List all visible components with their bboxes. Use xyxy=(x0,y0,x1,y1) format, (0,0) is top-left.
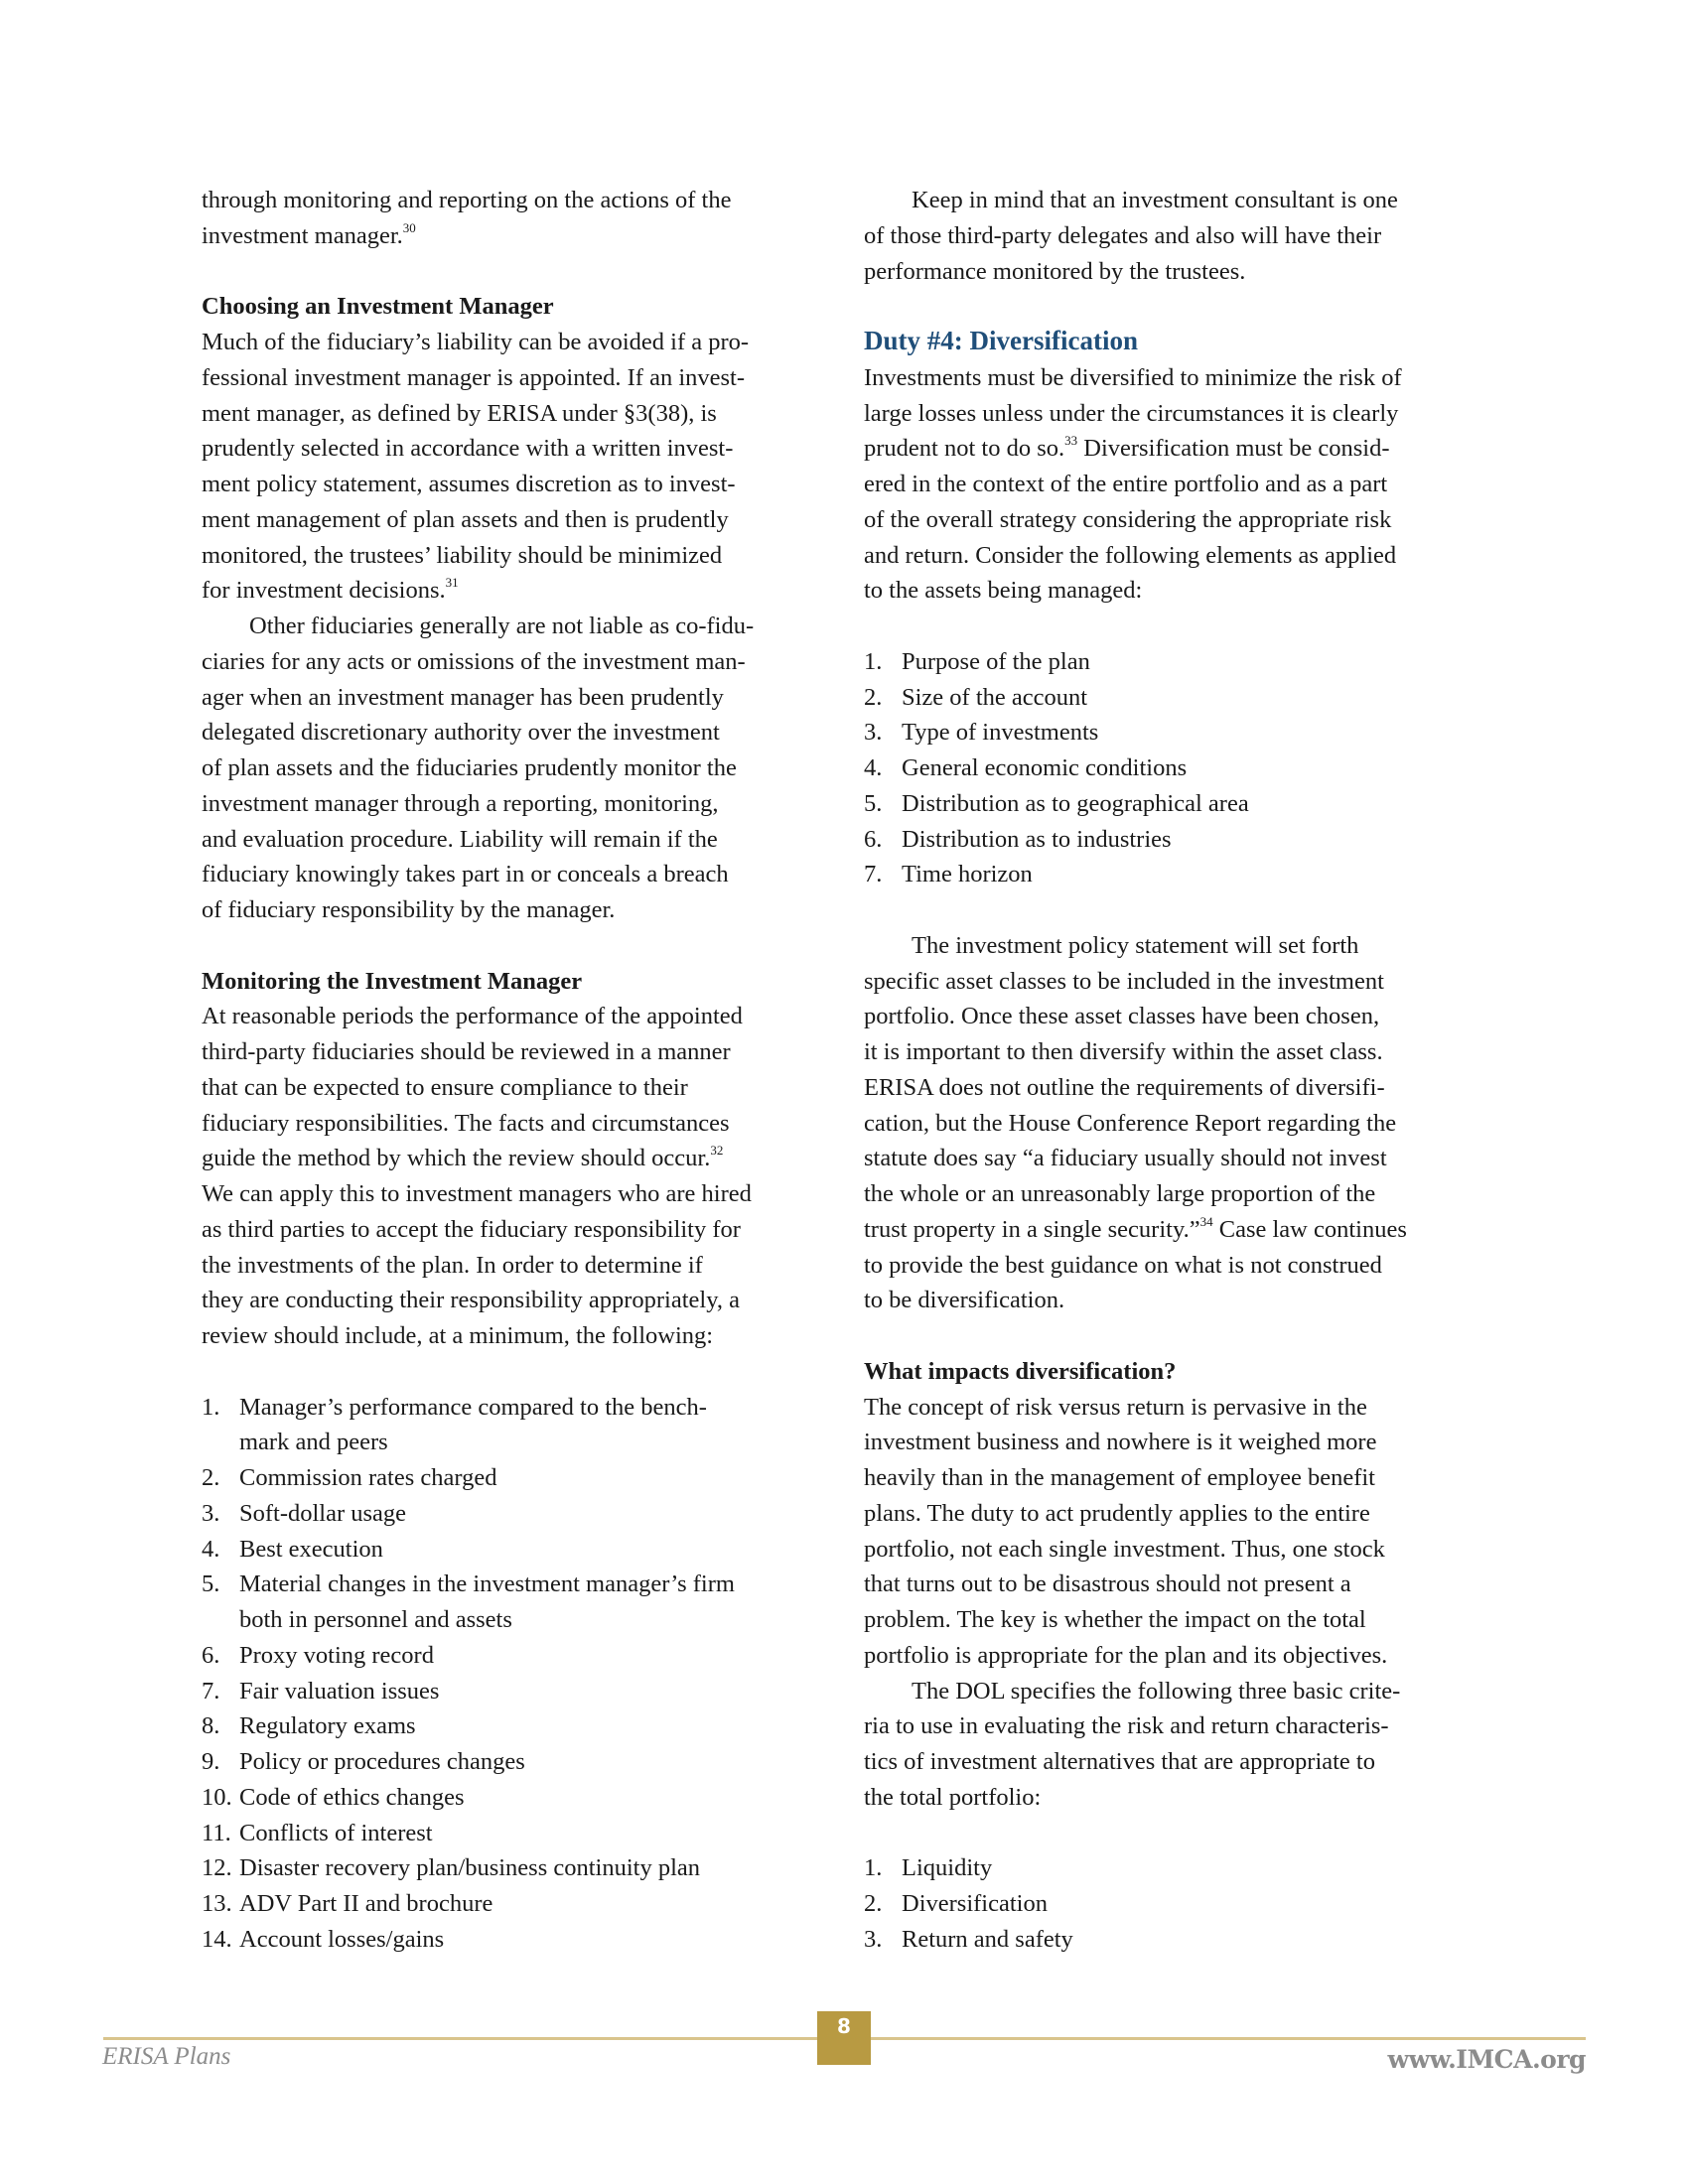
list-item-number: 4. xyxy=(864,754,883,781)
list-item-text: Proxy voting record xyxy=(239,1641,434,1669)
line-text: cation, but the House Conference Report regarding the xyxy=(864,1109,1397,1137)
line-text: ment management of plan assets and then is prudently xyxy=(202,505,729,533)
body-text-line xyxy=(864,1283,1064,1318)
list-item xyxy=(864,786,1249,822)
list-item xyxy=(864,715,1098,751)
line-text: statute does say “a fiduciary usually should not invest xyxy=(864,1145,1387,1172)
line-text: the investments of the plan. In order to determine if xyxy=(202,1251,703,1279)
body-text-line xyxy=(864,1567,1351,1602)
body-text-line xyxy=(864,218,1381,254)
section-heading xyxy=(202,289,554,325)
body-text-line xyxy=(864,1638,1387,1674)
duty-heading xyxy=(864,323,1138,358)
list-item xyxy=(202,1708,416,1744)
list-item-text: ADV Part II and brochure xyxy=(239,1890,493,1917)
body-text-line xyxy=(202,431,733,467)
body-text-line xyxy=(202,360,745,396)
line-text: The concept of risk versus return is pervasive in the xyxy=(864,1393,1367,1421)
list-item xyxy=(864,680,1087,716)
line-text: tics of investment alternatives that are appropriate to xyxy=(864,1748,1375,1775)
line-text: Monitoring the Investment Manager xyxy=(202,967,583,995)
line-text: through monitoring and reporting on the actions of the xyxy=(202,187,732,213)
list-item-number: 4. xyxy=(202,1535,220,1563)
line-text: as third parties to accept the fiduciary responsibility for xyxy=(202,1215,741,1243)
body-text-line xyxy=(864,1390,1367,1426)
list-item-text: Return and safety xyxy=(902,1925,1073,1953)
line-text: guide the method by which the review should occur. xyxy=(202,1145,711,1172)
body-text-line xyxy=(202,822,718,858)
section-heading xyxy=(202,964,582,1000)
body-text-line xyxy=(864,254,1245,290)
body-text-line xyxy=(864,1034,1383,1070)
line-text: prudently selected in accordance with a written invest- xyxy=(202,435,734,463)
line-text: problem. The key is whether the impact on the total xyxy=(864,1606,1366,1633)
body-text-line xyxy=(864,1106,1396,1142)
list-item-text: Disaster recovery plan/business continuity plan xyxy=(239,1854,701,1882)
body-text-line xyxy=(864,183,1398,218)
list-item-text: Account losses/gains xyxy=(239,1925,445,1953)
line-text: that turns out to be disastrous should not present a xyxy=(864,1570,1351,1598)
list-item-number: 6. xyxy=(864,825,883,853)
list-item-text: Type of investments xyxy=(902,719,1099,747)
list-item-number: 3. xyxy=(202,1499,220,1527)
list-item xyxy=(864,857,1033,892)
list-item xyxy=(864,1850,992,1886)
footnote-reference: 34 xyxy=(1199,1213,1213,1229)
line-text: ERISA does not outline the requirements of diversifi- xyxy=(864,1073,1385,1101)
line-text: portfolio, not each single investment. Thus, one stock xyxy=(864,1535,1385,1563)
list-item-number: 8. xyxy=(202,1712,220,1740)
list-item xyxy=(202,1567,735,1602)
body-text-line xyxy=(202,857,729,892)
line-text: that can be expected to ensure compliance to their xyxy=(202,1073,688,1101)
body-text-line xyxy=(864,1780,1041,1816)
line-text: portfolio is appropriate for the plan and its objectives. xyxy=(864,1641,1388,1669)
body-text-line xyxy=(202,218,416,254)
line-text: and return. Consider the following elements as applied xyxy=(864,541,1397,569)
body-text-line xyxy=(864,467,1387,502)
list-item xyxy=(202,1390,707,1426)
body-text-line xyxy=(202,609,754,644)
body-text-line xyxy=(864,1141,1387,1176)
line-text: ment policy statement, assumes discretion as to invest- xyxy=(202,471,736,497)
list-item-number: 7. xyxy=(864,861,883,888)
list-item xyxy=(202,1602,512,1638)
line-text: investment manager through a reporting, monitoring, xyxy=(202,789,719,817)
line-text: Much of the fiduciary’s liability can be avoided if a pro- xyxy=(202,329,750,355)
line-text-continued: Diversification must be consid- xyxy=(1077,435,1390,463)
list-item-text: Best execution xyxy=(239,1535,383,1563)
line-text: Choosing an Investment Manager xyxy=(202,293,554,321)
body-text-line xyxy=(864,396,1398,432)
list-item-number: 1. xyxy=(864,647,883,675)
line-text: What impacts diversification? xyxy=(864,1357,1177,1385)
footer-publication-title: ERISA Plans xyxy=(102,2043,231,2070)
body-text-line xyxy=(202,1283,740,1318)
body-text-line xyxy=(202,538,722,574)
list-item-number: 10. xyxy=(202,1783,232,1811)
list-item-number: 7. xyxy=(202,1677,220,1705)
line-text: heavily than in the management of employee benefit xyxy=(864,1464,1375,1491)
footnote-reference: 31 xyxy=(445,575,459,591)
body-text-line xyxy=(864,431,1389,467)
line-text: of the overall strategy considering the appropriate risk xyxy=(864,505,1392,533)
list-item-number: 1. xyxy=(202,1393,220,1421)
line-text: review should include, at a minimum, the following: xyxy=(202,1322,714,1349)
line-text: Keep in mind that an investment consultant is one xyxy=(912,187,1398,213)
list-item xyxy=(202,1886,492,1922)
list-item-number: 11. xyxy=(202,1819,231,1846)
body-text-line xyxy=(202,644,746,680)
footnote-reference: 33 xyxy=(1064,433,1078,449)
body-text-line xyxy=(864,1070,1385,1106)
line-text-continued: Case law continues xyxy=(1212,1215,1407,1243)
list-item-text: Distribution as to industries xyxy=(902,825,1172,853)
list-item xyxy=(202,1532,383,1568)
line-text: performance monitored by the trustees. xyxy=(864,257,1246,285)
list-item-text: Commission rates charged xyxy=(239,1464,497,1491)
list-item-number: 3. xyxy=(864,1925,883,1953)
body-text-line xyxy=(202,183,731,218)
line-text: ria to use in evaluating the risk and return characteris- xyxy=(864,1712,1389,1740)
line-text: portfolio. Once these asset classes have been chosen, xyxy=(864,1003,1380,1030)
list-item xyxy=(864,644,1090,680)
body-text-line xyxy=(864,1532,1385,1568)
list-item-text: Manager’s performance compared to the bench- xyxy=(239,1393,707,1421)
body-text-line xyxy=(864,360,1402,396)
line-text: they are conducting their responsibility appropriately, a xyxy=(202,1287,741,1314)
list-item xyxy=(202,1638,434,1674)
line-text: ered in the context of the entire portfolio and as a part xyxy=(864,471,1388,497)
line-text: delegated discretionary authority over the investment xyxy=(202,719,720,747)
line-text: of fiduciary responsibility by the manager. xyxy=(202,896,616,923)
body-text-line xyxy=(864,502,1391,538)
list-item-text: both in personnel and assets xyxy=(239,1606,512,1633)
page-number-badge xyxy=(817,2011,871,2065)
line-text: ment manager, as defined by ERISA under §3(38), is xyxy=(202,399,717,427)
line-text: specific asset classes to be included in the investment xyxy=(864,967,1384,995)
list-item-text: Conflicts of interest xyxy=(239,1819,433,1846)
list-item-text: mark and peers xyxy=(239,1429,388,1456)
line-text: investment business and nowhere is it weighed more xyxy=(864,1429,1377,1456)
list-item-text: Size of the account xyxy=(902,683,1088,711)
body-text-line xyxy=(202,999,743,1034)
body-text-line xyxy=(864,1744,1375,1780)
list-item xyxy=(202,1460,496,1496)
body-text-line xyxy=(202,396,717,432)
line-text: third-party fiduciaries should be reviewed in a manner xyxy=(202,1038,731,1065)
body-text-line xyxy=(202,502,729,538)
body-text-line xyxy=(202,1176,752,1212)
body-text-line xyxy=(202,325,749,360)
body-text-line xyxy=(202,1318,713,1354)
body-text-line xyxy=(202,467,736,502)
body-text-line xyxy=(202,1141,723,1176)
list-item-number: 1. xyxy=(864,1854,883,1882)
line-text: The investment policy statement will set forth xyxy=(912,931,1359,959)
line-text: to be diversification. xyxy=(864,1287,1065,1314)
line-text: ciaries for any acts or omissions of the investment man- xyxy=(202,647,746,675)
line-text: prudent not to do so. xyxy=(864,435,1065,463)
list-item-number: 5. xyxy=(202,1570,220,1598)
line-text: ager when an investment manager has been prudently xyxy=(202,683,724,711)
list-item-number: 2. xyxy=(864,1890,883,1917)
body-text-line xyxy=(864,573,1142,609)
list-item-text: Fair valuation issues xyxy=(239,1677,440,1705)
line-text: to the assets being managed: xyxy=(864,577,1143,605)
body-text-line xyxy=(864,538,1396,574)
line-text: monitored, the trustees’ liability should be minimized xyxy=(202,541,723,569)
footer-rule-right xyxy=(871,2037,1586,2040)
line-text: At reasonable periods the performance of the appointed xyxy=(202,1003,743,1030)
body-text-line xyxy=(202,751,737,786)
list-item xyxy=(202,1425,388,1460)
line-text: and evaluation procedure. Liability will remain if the xyxy=(202,825,718,853)
body-text-line xyxy=(202,1070,688,1106)
body-text-line xyxy=(864,1496,1370,1532)
list-item xyxy=(202,1780,465,1816)
list-item-number: 2. xyxy=(864,683,883,711)
list-item-text: Distribution as to geographical area xyxy=(902,789,1249,817)
list-item xyxy=(202,1850,700,1886)
list-item-number: 6. xyxy=(202,1641,220,1669)
list-item xyxy=(202,1744,525,1780)
body-text-line xyxy=(202,1248,703,1284)
list-item-text: Code of ethics changes xyxy=(239,1783,465,1811)
list-item-text: General economic conditions xyxy=(902,754,1188,781)
line-text: fiduciary knowingly takes part in or conceals a breach xyxy=(202,861,729,888)
body-text-line xyxy=(202,786,719,822)
section-heading xyxy=(864,1354,1176,1390)
line-text: We can apply this to investment managers who are hired xyxy=(202,1180,752,1207)
list-item-text: Purpose of the plan xyxy=(902,647,1090,675)
footer-website-link[interactable]: www.IMCA.org xyxy=(1387,2045,1586,2074)
line-text: Duty #4: Diversification xyxy=(864,326,1138,355)
list-item-number: 12. xyxy=(202,1854,232,1882)
list-item xyxy=(202,1674,439,1709)
line-text: large losses unless under the circumstances it is clearly xyxy=(864,399,1399,427)
list-item xyxy=(864,1922,1073,1958)
list-item xyxy=(202,1496,406,1532)
body-text-line xyxy=(202,892,615,928)
footnote-reference: 30 xyxy=(402,219,416,235)
body-text-line xyxy=(202,1106,730,1142)
line-text: fiduciary responsibilities. The facts and circumstances xyxy=(202,1109,730,1137)
body-text-line xyxy=(202,573,459,609)
body-text-line xyxy=(864,1425,1376,1460)
list-item-text: Material changes in the investment manager’s firm xyxy=(239,1570,735,1598)
line-text: it is important to then diversify within the asset class. xyxy=(864,1038,1383,1065)
body-text-line xyxy=(864,1460,1375,1496)
line-text: trust property in a single security.” xyxy=(864,1215,1200,1243)
list-item xyxy=(864,751,1187,786)
body-text-line xyxy=(202,1212,741,1248)
body-text-line xyxy=(202,1034,731,1070)
page-number: 8 xyxy=(837,2014,851,2038)
line-text: of those third-party delegates and also will have their xyxy=(864,221,1382,249)
list-item xyxy=(202,1816,433,1851)
list-item-text: Diversification xyxy=(902,1890,1048,1917)
list-item-number: 14. xyxy=(202,1925,232,1953)
footer-rule-left xyxy=(103,2037,817,2040)
list-item-number: 9. xyxy=(202,1748,220,1775)
line-text: The DOL specifies the following three basic crite- xyxy=(912,1677,1401,1705)
body-text-line xyxy=(864,1248,1382,1284)
body-text-line xyxy=(202,715,720,751)
line-text: for investment decisions. xyxy=(202,577,446,605)
list-item-number: 5. xyxy=(864,789,883,817)
body-text-line xyxy=(864,964,1384,1000)
list-item-text: Regulatory exams xyxy=(239,1712,416,1740)
list-item-text: Soft-dollar usage xyxy=(239,1499,407,1527)
body-text-line xyxy=(864,1602,1366,1638)
list-item-number: 3. xyxy=(864,719,883,747)
body-text-line xyxy=(864,1212,1407,1248)
line-text: of plan assets and the fiduciaries prudently monitor the xyxy=(202,754,737,781)
line-text: the total portfolio: xyxy=(864,1783,1042,1811)
footnote-reference: 32 xyxy=(710,1143,724,1159)
body-text-line xyxy=(864,1708,1389,1744)
line-text: Investments must be diversified to minimize the risk of xyxy=(864,363,1402,391)
list-item-text: Liquidity xyxy=(902,1854,993,1882)
body-text-line xyxy=(202,680,724,716)
line-text: to provide the best guidance on what is not construed xyxy=(864,1251,1382,1279)
line-text: Other fiduciaries generally are not liable as co-fidu- xyxy=(249,613,755,639)
line-text: the whole or an unreasonably large proportion of the xyxy=(864,1180,1376,1207)
body-text-line xyxy=(864,999,1379,1034)
list-item-number: 13. xyxy=(202,1890,232,1917)
body-text-line xyxy=(864,928,1358,964)
list-item xyxy=(864,822,1172,858)
body-text-line xyxy=(864,1674,1400,1709)
body-text-line xyxy=(864,1176,1375,1212)
list-item xyxy=(202,1922,444,1958)
line-text: investment manager. xyxy=(202,221,403,249)
list-item-text: Time horizon xyxy=(902,861,1033,888)
line-text: fessional investment manager is appointed. If an invest- xyxy=(202,363,746,391)
line-text: plans. The duty to act prudently applies to the entire xyxy=(864,1499,1370,1527)
list-item-number: 2. xyxy=(202,1464,220,1491)
list-item-text: Policy or procedures changes xyxy=(239,1748,525,1775)
list-item xyxy=(864,1886,1048,1922)
